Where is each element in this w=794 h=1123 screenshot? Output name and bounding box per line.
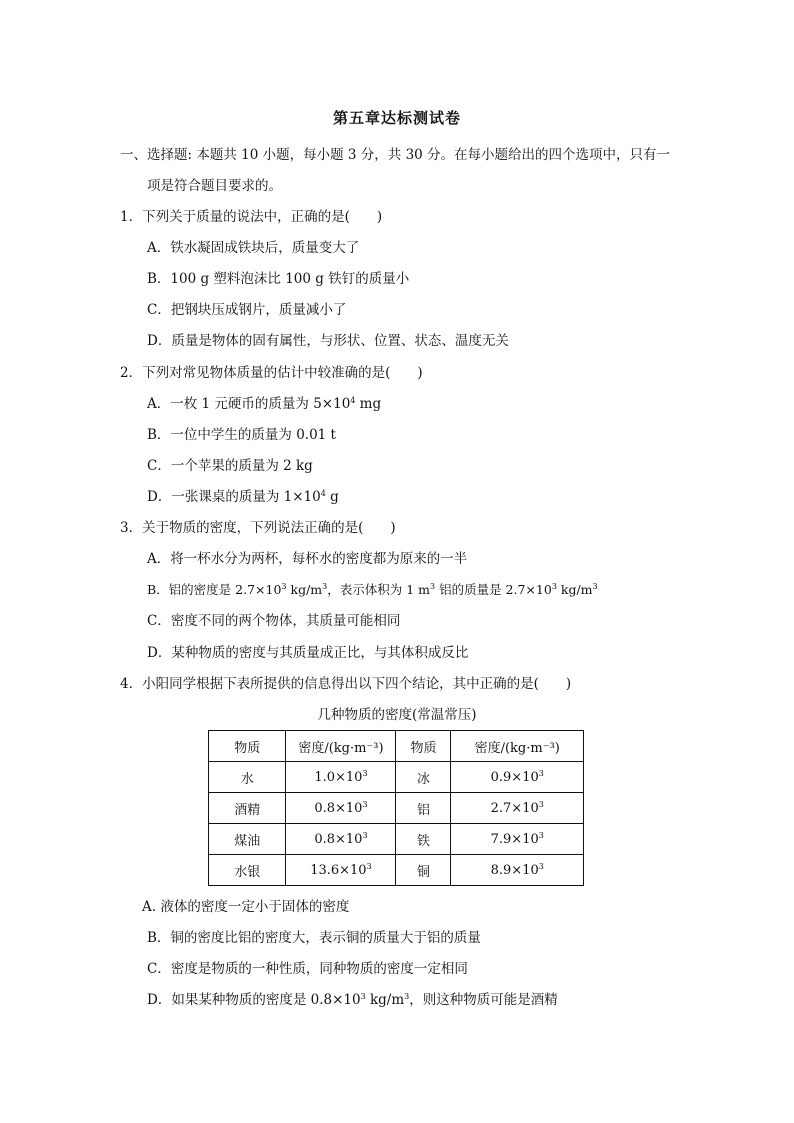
question-4-stem: 4．小阳同学根据下表所提供的信息得出以下四个结论，其中正确的是( ) — [120, 676, 572, 692]
q3-option-d: D．某种物质的密度与其质量成正比，与其体积成反比 — [147, 645, 469, 661]
q1-option-c: C．把钢块压成钢片，质量减小了 — [147, 302, 347, 318]
table-header: 物质 — [396, 731, 451, 762]
q1-option-b: B．100 g 塑料泡沫比 100 g 铁钉的质量小 — [147, 271, 410, 287]
table-cell: $0.8\times 10^3$ — [286, 824, 396, 855]
table-cell: $7.9\times 10^3$ — [451, 824, 584, 855]
q3-option-b: B．铝的密度是 $2.7\times 10^3$ $kg/m^3$，表示体积为 1 $m^3$ 铝的质量是 $2.7\times 10^3$ $kg/m^3$ — [147, 582, 598, 597]
table-header: 密度/(kg·m⁻³) — [286, 731, 396, 762]
q2-option-c: C．一个苹果的质量为 2 kg — [147, 458, 313, 474]
q2-option-a: A．一枚 1 元硬币的质量为 $5\times 10^4$ mg — [147, 396, 382, 412]
table-header: 密度/(kg·m⁻³) — [451, 731, 584, 762]
table-row — [209, 793, 584, 824]
table-cell: 酒精 — [209, 793, 286, 824]
question-3-stem: 3．关于物质的密度，下列说法正确的是( ) — [120, 520, 396, 536]
q4-option-a: A. 液体的密度一定小于固体的密度 — [142, 899, 350, 915]
table-cell: $0.9\times 10^3$ — [451, 762, 584, 793]
table-cell: $2.7\times 10^3$ — [451, 793, 584, 824]
table-cell: 煤油 — [209, 824, 286, 855]
section-heading: 一、选择题: 本题共 10 小题，每小题 3 分，共 30 分。在每小题给出的四个选项中，只有一 — [120, 147, 671, 163]
question-1-stem: 1．下列关于质量的说法中，正确的是( ) — [120, 209, 383, 225]
table-header: 物质 — [209, 731, 286, 762]
table-cell: 铜 — [396, 855, 451, 886]
table-row — [209, 824, 584, 855]
q2-option-b: B．一位中学生的质量为 0.01 t — [147, 427, 336, 443]
table-cell: $0.8\times 10^3$ — [286, 793, 396, 824]
table-cell: 铁 — [396, 824, 451, 855]
q2-option-d: D．一张课桌的质量为 $1\times 10^4$ g — [147, 489, 339, 505]
table-cell: $13.6\times 10^3$ — [286, 855, 396, 886]
q3-option-c: C．密度不同的两个物体，其质量可能相同 — [147, 613, 401, 629]
table-cell: 水 — [209, 762, 286, 793]
table-row — [209, 855, 584, 886]
question-2-stem: 2．下列对常见物体质量的估计中较准确的是( ) — [120, 365, 423, 381]
page-title: 第五章达标测试卷 — [332, 109, 461, 127]
q4-option-d: D．如果某种物质的密度是 $0.8\times 10^3$ $kg/m^3$，则这种物质可能是酒精 — [147, 992, 558, 1008]
table-caption: 几种物质的密度(常温常压) — [317, 707, 477, 723]
q3-option-a: A．将一杯水分为两杯，每杯水的密度都为原来的一半 — [147, 551, 468, 567]
table-cell: 铝 — [396, 793, 451, 824]
q1-option-a: A．铁水凝固成铁块后，质量变大了 — [147, 240, 360, 256]
q4-option-c: C．密度是物质的一种性质，同种物质的密度一定相同 — [147, 961, 468, 977]
table-cell: 水银 — [209, 855, 286, 886]
table-cell: $1.0\times 10^3$ — [286, 762, 396, 793]
table-cell: $8.9\times 10^3$ — [451, 855, 584, 886]
q4-option-b: B．铜的密度比铝的密度大，表示铜的质量大于铝的质量 — [147, 930, 481, 946]
table-header-row — [209, 731, 584, 762]
section-heading-cont: 项是符合题目要求的。 — [147, 178, 282, 194]
q1-option-d: D．质量是物体的固有属性，与形状、位置、状态、温度无关 — [147, 333, 509, 349]
table-row — [209, 762, 584, 793]
density-table — [208, 730, 584, 886]
table-cell: 冰 — [396, 762, 451, 793]
